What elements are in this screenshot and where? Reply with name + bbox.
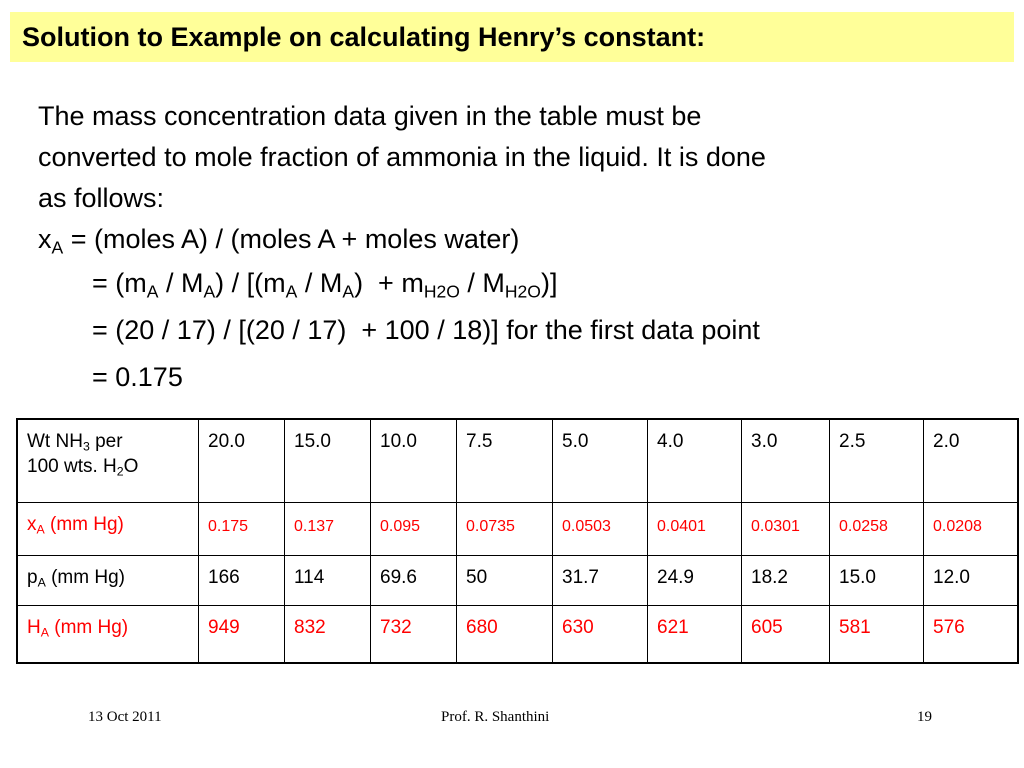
equation-line-2: = $(m_A / M_A) / [(m_A / M_A) + m_{H2O} / M_{H2O})$] xyxy=(92,268,558,302)
table-row-xa xyxy=(17,503,1018,556)
table-cell: 4.0 xyxy=(648,419,742,503)
table-cell: 581 xyxy=(830,606,924,664)
table-cell: 0.0503 xyxy=(553,503,648,556)
footer-author: Prof. R. Shanthini xyxy=(441,709,550,725)
table-cell: 114 xyxy=(285,556,371,606)
table-cell: 18.2 xyxy=(742,556,830,606)
table-cell: 10.0 xyxy=(371,419,457,503)
table-cell: 0.0735 xyxy=(457,503,553,556)
table-cell: 2.5 xyxy=(830,419,924,503)
table-cell: 0.0208 xyxy=(924,503,1019,556)
table-cell: 0.095 xyxy=(371,503,457,556)
footer-date: 13 Oct 2011 xyxy=(88,709,162,725)
table-cell: 2.0 xyxy=(924,419,1019,503)
body-line-1: The mass concentration data given in the table must be xyxy=(38,101,702,131)
body-line-3: as follows: xyxy=(38,183,165,213)
data-table xyxy=(16,418,1019,664)
table-cell: 605 xyxy=(742,606,830,664)
table-cell: 7.5 xyxy=(457,419,553,503)
table-cell: 31.7 xyxy=(553,556,648,606)
table-cell: 69.6 xyxy=(371,556,457,606)
table-cell: 949 xyxy=(199,606,285,664)
table-cell: 0.175 xyxy=(199,503,285,556)
table-cell: 0.0258 xyxy=(830,503,924,556)
equation-line-4: = 0.175 xyxy=(92,362,183,392)
footer-page-number: 19 xyxy=(917,709,932,725)
table-cell: 15.0 xyxy=(285,419,371,503)
table-cell: 166 xyxy=(199,556,285,606)
table-cell: 3.0 xyxy=(742,419,830,503)
row-header-xa: $x_A$ (mm Hg) xyxy=(17,503,199,556)
table-cell: 12.0 xyxy=(924,556,1019,606)
table-cell: 680 xyxy=(457,606,553,664)
row-header-wt-nh3: Wt $NH_3$ per 100 wts. $H_2O$ xyxy=(17,419,199,503)
body-line-2: converted to mole fraction of ammonia in the liquid. It is done xyxy=(38,142,766,172)
table-cell: 0.137 xyxy=(285,503,371,556)
table-cell: 15.0 xyxy=(830,556,924,606)
row-header-pa: $p_A$ (mm Hg) xyxy=(17,556,199,606)
equation-line-1: $x_A$ = (moles A) / (moles A + moles water) xyxy=(38,224,520,258)
table-cell: 832 xyxy=(285,606,371,664)
slide-body xyxy=(38,96,998,401)
table-cell: 630 xyxy=(553,606,648,664)
row-header-ha: $H_A$ (mm Hg) xyxy=(17,606,199,664)
equation-line-3: = (20 / 17) / [(20 / 17) + 100 / 18)] for the first data point xyxy=(92,315,760,345)
table-cell: 732 xyxy=(371,606,457,664)
table-row-wt-nh3 xyxy=(17,419,1018,503)
table-cell: 621 xyxy=(648,606,742,664)
table-cell: 576 xyxy=(924,606,1019,664)
slide-title: Solution to Example on calculating Henry’s constant: xyxy=(22,22,706,52)
table-cell: 0.0301 xyxy=(742,503,830,556)
table-row-pa xyxy=(17,556,1018,606)
table-cell: 5.0 xyxy=(553,419,648,503)
table-cell: 50 xyxy=(457,556,553,606)
table-row-ha xyxy=(17,606,1018,664)
table-cell: 0.0401 xyxy=(648,503,742,556)
table-cell: 24.9 xyxy=(648,556,742,606)
table-cell: 20.0 xyxy=(199,419,285,503)
